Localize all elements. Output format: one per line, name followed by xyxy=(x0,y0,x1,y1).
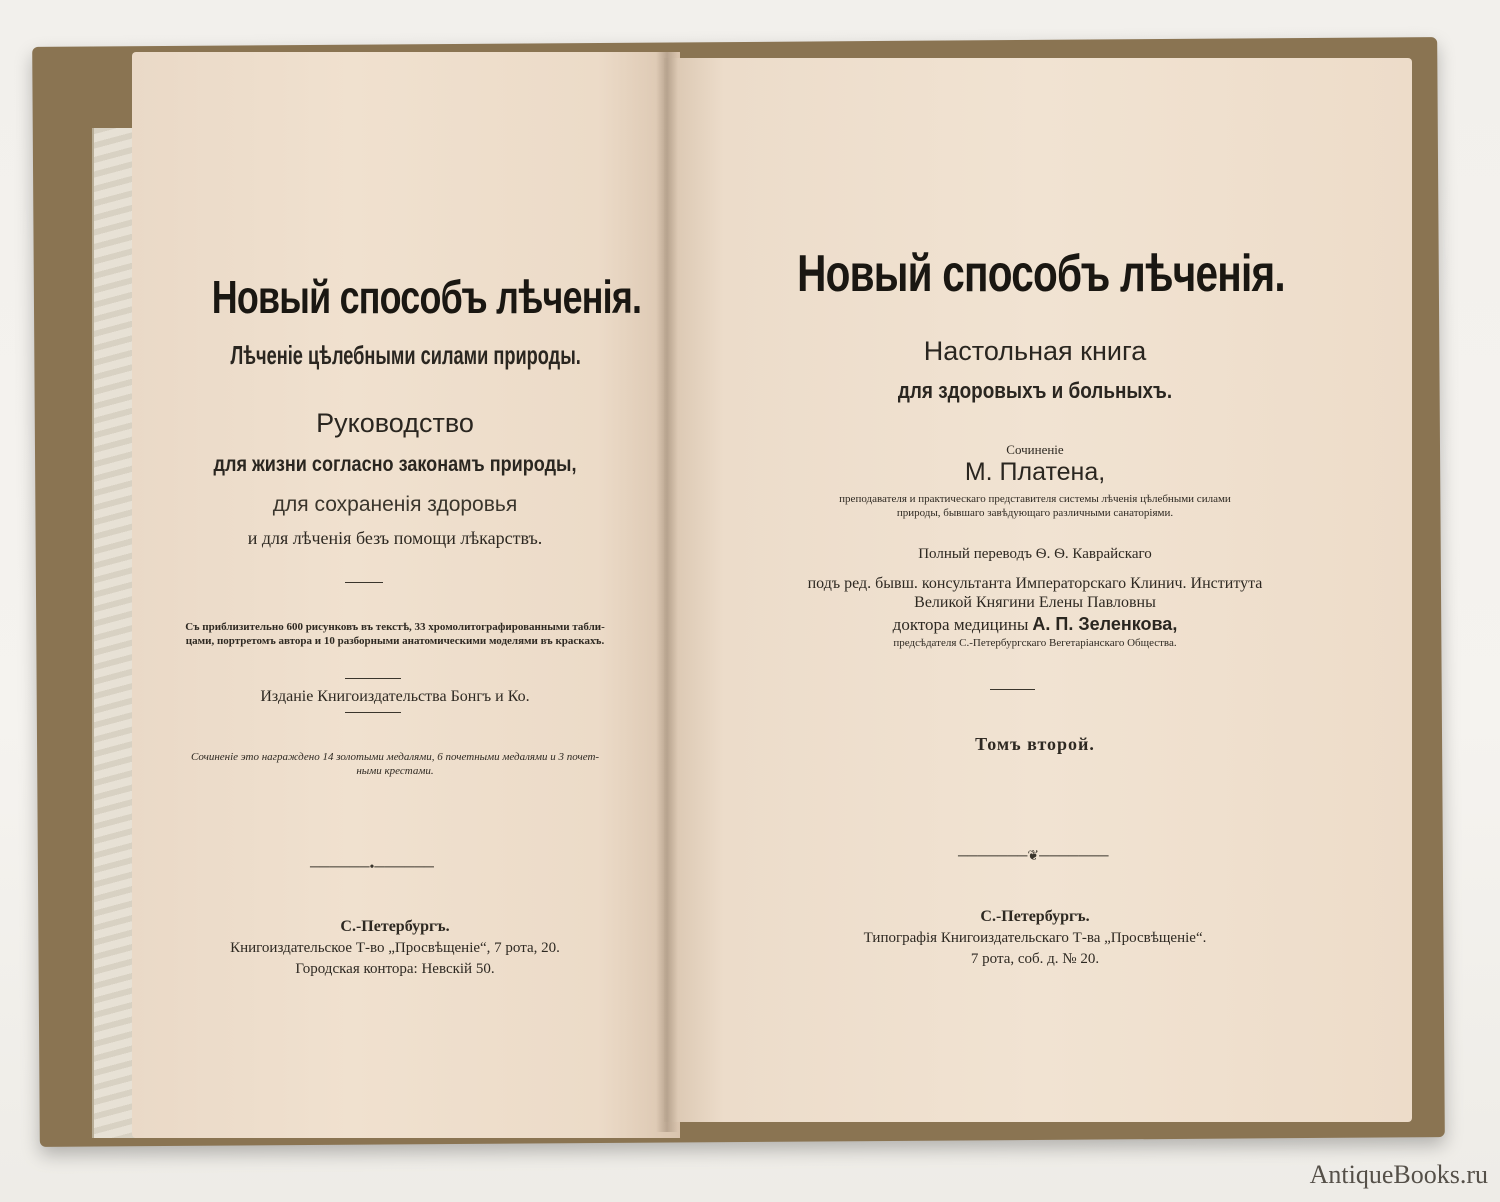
divider-rule xyxy=(990,689,1035,690)
right-imprint: С.-Петербургъ. Типографія Книгоиздательскаго Т-ва „Просвѣщеніе“. 7 рота, соб. д. № 20. xyxy=(863,908,1207,967)
right-title: Новый способъ лѣченія. xyxy=(797,245,1285,303)
right-author-desc: преподавателя и практическаго представителя системы лѣченія цѣлебными силами природы, бывшаго завѣдующаго различными санаторіями. xyxy=(839,493,1231,519)
left-heading: Руководство xyxy=(316,408,474,438)
right-editor-title: предсѣдателя С.-Петербургскаго Вегетаріанскаго Общества. xyxy=(893,637,1177,649)
left-imprint: С.-Петербургъ. Книгоиздательское Т-во „Просвѣщеніе“, 7 рота, 20. Городская контора: Невскій 50. xyxy=(230,918,560,977)
right-author: М. Платена, xyxy=(964,458,1106,486)
left-publisher: Изданіе Книгоиздательства Бонгъ и Ко. xyxy=(260,688,530,705)
right-subtitle-1: Настольная книга xyxy=(923,336,1147,366)
divider-rule xyxy=(345,678,401,679)
divider-rule xyxy=(345,582,383,583)
right-volume: Томъ второй. xyxy=(975,734,1095,754)
left-line-2: для сохраненія здоровья xyxy=(272,493,518,516)
ornament-divider: ──────•────── xyxy=(310,860,434,875)
right-subtitle-2: для здоровыхъ и больныхъ. xyxy=(897,378,1173,403)
left-title: Новый способъ лѣченія. xyxy=(211,271,642,323)
left-award: Сочиненіе это награждено 14 золотыми медалями, 6 почетными медалями и 3 почет- ными крестами. xyxy=(190,751,600,777)
right-by: Сочиненіе xyxy=(1006,442,1064,457)
left-subtitle: Лѣченіе цѣлебными силами природы. xyxy=(230,340,581,370)
left-line-3: и для лѣченія безъ помощи лѣкарствъ. xyxy=(247,528,543,548)
divider-rule xyxy=(345,712,401,713)
left-line-1: для жизни согласно законамъ природы, xyxy=(213,453,577,476)
watermark: AntiqueBooks.ru xyxy=(1309,1160,1488,1189)
right-translation: Полный переводъ Ѳ. Ѳ. Каврайскаго xyxy=(918,546,1152,562)
ornament-divider: ───────❦─────── xyxy=(958,849,1109,864)
left-note: Съ приблизительно 600 рисунковъ въ текстѣ, 33 хромолитографированными табли- цами, портретомъ автора и 10 разборными анатомическими моделями въ краскахъ. xyxy=(185,621,605,647)
right-editor: подъ ред. бывш. консультанта Императорскаго Клинич. Института Великой Княгини Елены Павловны xyxy=(807,575,1263,611)
book-gutter xyxy=(656,52,678,1132)
right-editor-name: доктора медицины А. П. Зеленкова, xyxy=(892,614,1178,634)
